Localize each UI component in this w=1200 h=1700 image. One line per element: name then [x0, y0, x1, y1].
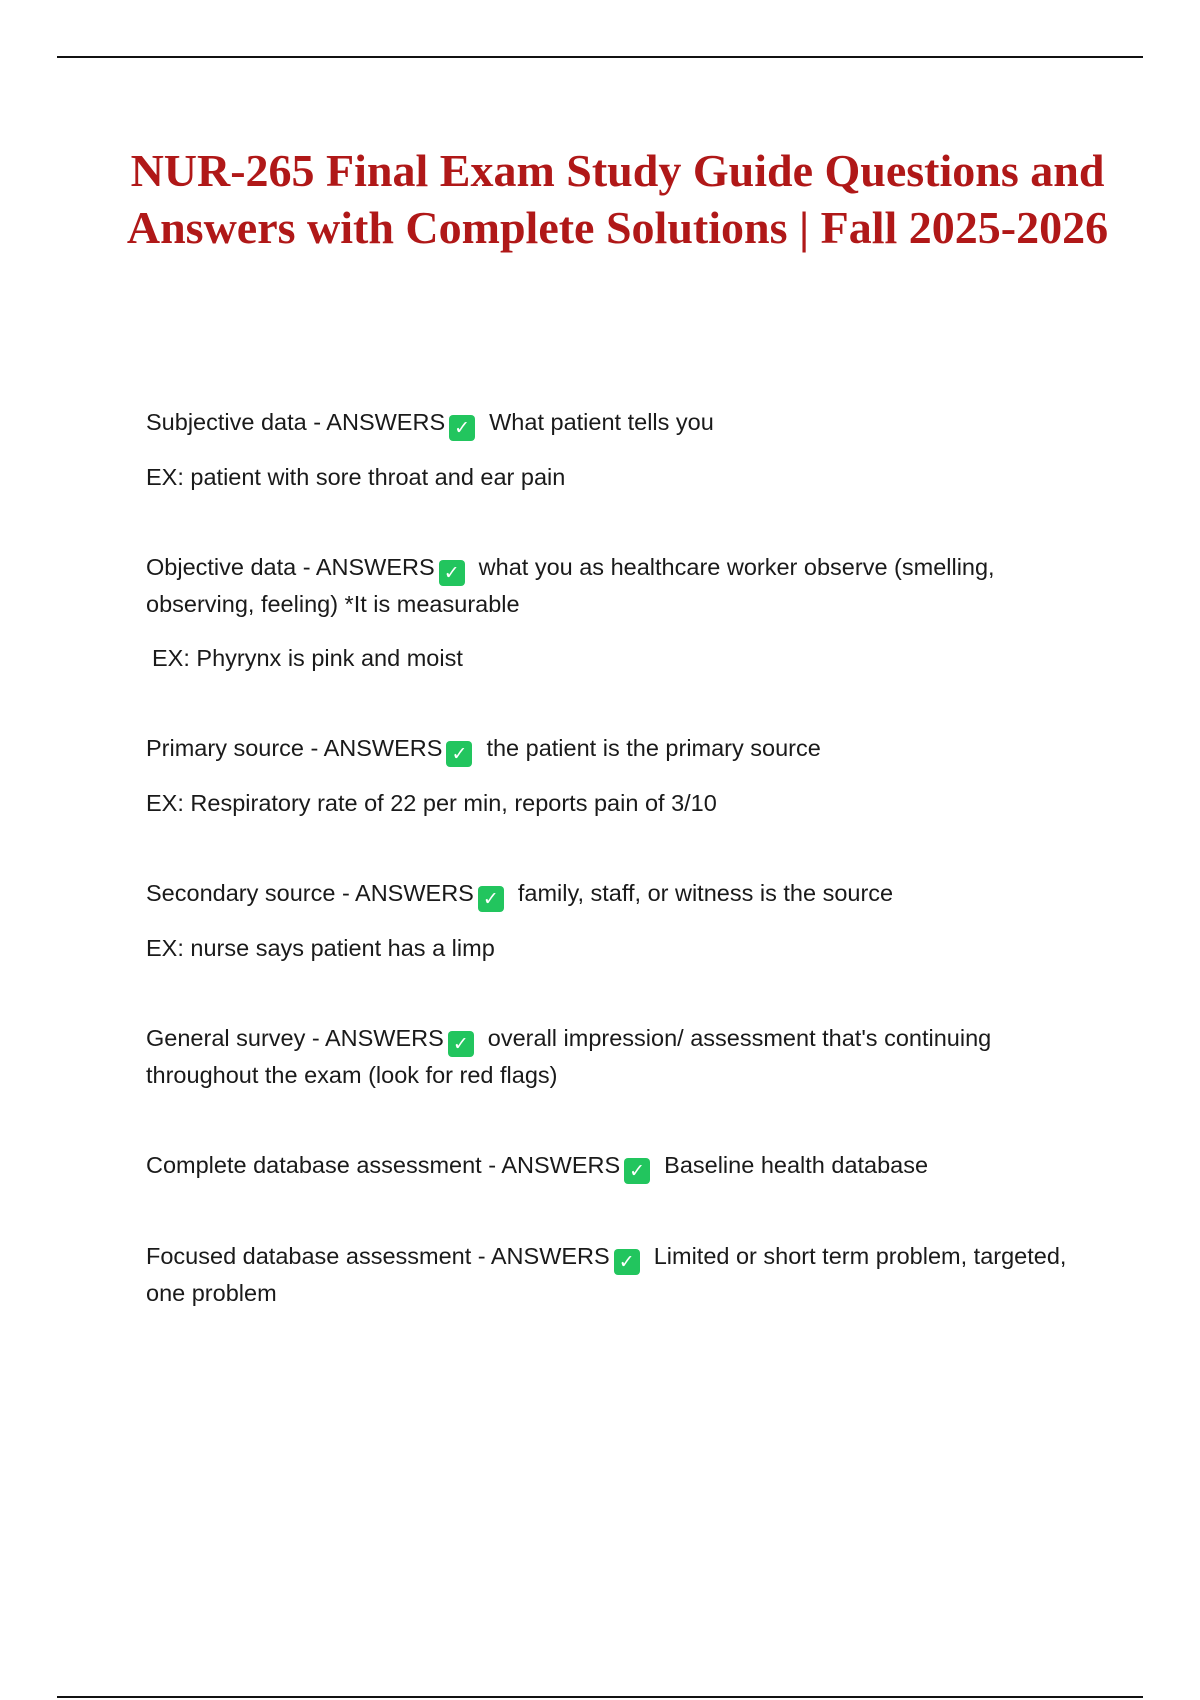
answer-marker: ANSWERS	[315, 554, 435, 580]
qa-line: General survey - ANSWERS ✓ overall impression/ assessment that's continuing throughout the exam (look for red flags)	[146, 1025, 992, 1088]
example: EX: nurse says patient has a limp	[146, 935, 495, 961]
qa-entry	[146, 1147, 1086, 1184]
qa-entry	[146, 549, 1086, 676]
answer: What patient tells you	[489, 409, 714, 435]
check-icon: ✓	[478, 886, 504, 912]
top-rule	[57, 56, 1143, 58]
qa-line: Secondary source - ANSWERS ✓ family, staff, or witness is the source	[146, 880, 894, 910]
answer: Baseline health database	[664, 1152, 929, 1178]
term: Objective data	[146, 554, 297, 580]
qa-list	[146, 404, 1086, 1311]
qa-line: Primary source - ANSWERS ✓ the patient is the primary source	[146, 735, 821, 765]
check-icon: ✓	[449, 415, 475, 441]
qa-entry	[146, 404, 1086, 495]
answer-marker: ANSWERS	[501, 1152, 621, 1178]
qa-line: Subjective data - ANSWERS ✓ What patient tells you	[146, 409, 714, 439]
answer-marker: ANSWERS	[355, 880, 474, 906]
term: General survey	[146, 1025, 306, 1051]
qa-entry	[146, 1238, 1086, 1311]
term: Subjective data	[146, 409, 307, 435]
term: Primary source	[146, 735, 305, 761]
qa-entry	[146, 1020, 1086, 1093]
bottom-rule	[57, 1696, 1143, 1698]
check-icon: ✓	[446, 741, 472, 767]
check-icon: ✓	[614, 1249, 640, 1275]
example: EX: Respiratory rate of 22 per min, reports pain of 3/10	[146, 790, 717, 816]
check-icon: ✓	[448, 1031, 474, 1057]
answer-marker: ANSWERS	[490, 1243, 610, 1269]
qa-line: Objective data - ANSWERS ✓ what you as healthcare worker observe (smelling, observing, feeling) *It is measurable	[146, 554, 995, 617]
check-icon: ✓	[439, 560, 465, 586]
term: Focused database assessment	[146, 1243, 472, 1269]
answer: family, staff, or witness is the source	[517, 880, 894, 906]
check-icon: ✓	[624, 1158, 650, 1184]
example: EX: patient with sore throat and ear pain	[146, 464, 566, 490]
term: Secondary source	[146, 880, 336, 906]
qa-line: Focused database assessment - ANSWERS ✓ Limited or short term problem, targeted, one problem	[146, 1243, 1067, 1306]
qa-entry	[146, 875, 1086, 966]
answer-marker: ANSWERS	[323, 735, 443, 761]
document-title: NUR-265 Final Exam Study Guide Questions and Answers with Complete Solutions | Fall 2025-2026	[126, 145, 1109, 253]
answer: Limited or short term problem, targeted, one problem	[146, 1243, 1067, 1306]
answer-marker: ANSWERS	[324, 1025, 444, 1051]
qa-entry	[146, 730, 1086, 821]
answer: overall impression/ assessment that's continuing throughout the exam (look for red flags)	[146, 1025, 992, 1088]
answer-marker: ANSWERS	[326, 409, 446, 435]
answer: the patient is the primary source	[486, 735, 821, 761]
answer: what you as healthcare worker observe (smelling, observing, feeling) *It is measurable	[146, 554, 995, 617]
example: EX: Phyrynx is pink and moist	[152, 645, 463, 671]
qa-line: Complete database assessment - ANSWERS ✓ Baseline health database	[146, 1152, 929, 1182]
term: Complete database assessment	[146, 1152, 482, 1178]
